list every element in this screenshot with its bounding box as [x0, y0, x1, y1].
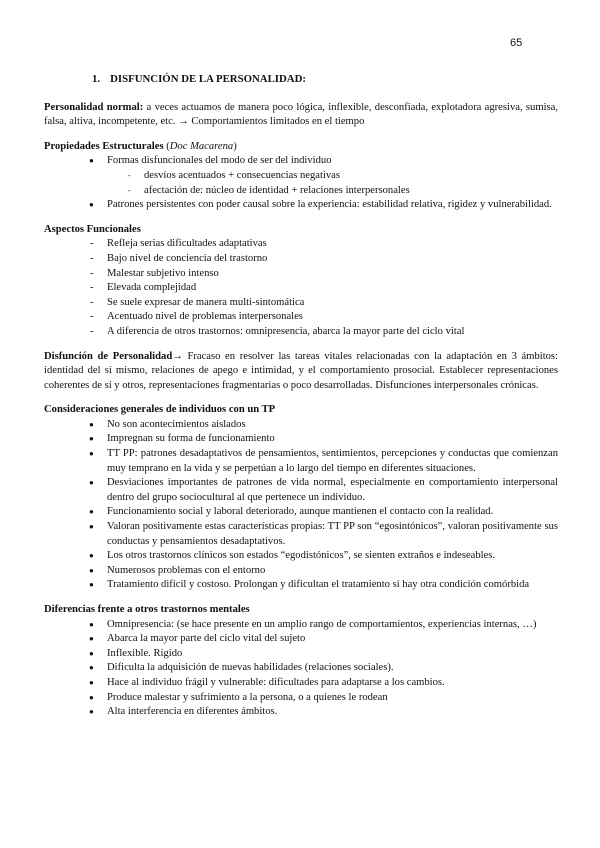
- list-item: - A diferencia de otros trastornos: omnipresencia, abarca la mayor parte del ciclo vital: [44, 325, 558, 340]
- section-heading: [92, 72, 558, 87]
- list-item: ● Alta interferencia en diferentes ámbitos.: [44, 705, 558, 720]
- list-item: ● No son acontecimientos aislados: [44, 418, 558, 433]
- structural-source: Doc Macarena: [169, 140, 234, 152]
- list-item: ● Desviaciones importantes de patrones de vida normal, especialmente en comportamiento interpersonal dentro del grupo sociocultural al que pertenece un individuo.: [44, 476, 558, 505]
- heading-title: DISFUNCIÓN DE LA PERSONALIDAD:: [110, 73, 306, 85]
- dysfunction-text: → Fracaso en resolver las tareas vitales relacionadas con la adaptación en 3 ámbitos: identidad del sí mismo, relaciones de apego e intimidad, y el comportamiento prosocial. Establecer representaciones coherentes de sí y otros, representaciones fragmentarias o poco desarrolladas. Disfunciones interpersonales crónicas.: [44, 350, 558, 391]
- intro-text: a veces actuamos de manera poco lógica, inflexible, desconfiada, explotadora agresiva, sumisa, falsa, altiva, incompetente, etc. → Comportamientos limitados en el tiempo: [44, 101, 558, 128]
- functional-section: [44, 223, 558, 340]
- list-item: - Bajo nivel de conciencia del trastorno: [44, 252, 558, 267]
- functional-list: [44, 237, 558, 339]
- functional-title: Aspectos Funcionales: [44, 223, 141, 235]
- structural-section: [44, 140, 558, 213]
- list-item: ● Dificulta la adquisición de nuevas habilidades (relaciones sociales).: [44, 661, 558, 676]
- list-item: ● Produce malestar y sufrimiento a la persona, o a quienes le rodean: [44, 691, 558, 706]
- considerations-section: [44, 403, 558, 593]
- structural-list: [44, 154, 558, 212]
- list-item: ● Abarca la mayor parte del ciclo vital del sujeto: [44, 632, 558, 647]
- list-item: - Acentuado nivel de problemas interpersonales: [44, 310, 558, 325]
- differences-title: Diferencias frente a otros trastornos mentales: [44, 604, 250, 615]
- list-item: - Refleja serias dificultades adaptativas: [44, 237, 558, 252]
- list-item: - Malestar subjetivo intenso: [44, 267, 558, 282]
- sub-list-item: - afectación de: núcleo de identidad + relaciones interpersonales: [44, 184, 558, 199]
- dysfunction-term: Disfunción de Personalidad: [44, 350, 173, 362]
- list-item: ● Tratamiento difícil y costoso. Prolongan y dificultan el tratamiento si hay otra condición comórbida: [44, 578, 558, 593]
- list-item: [44, 154, 558, 198]
- list-item: - Elevada complejidad: [44, 281, 558, 296]
- list-item: - Se suele expresar de manera multi-sintomática: [44, 296, 558, 311]
- dysfunction-paragraph: [44, 350, 558, 394]
- structural-title: Propiedades Estructurales: [44, 140, 164, 152]
- heading-number: 1.: [92, 73, 101, 85]
- considerations-title: Consideraciones generales de individuos con un TP: [44, 404, 276, 416]
- differences-list: [44, 618, 558, 720]
- list-item: ● Los otros trastornos clínicos son estados “egodistónicos”, se sienten extraños e indeseables.: [44, 549, 558, 564]
- structural-heading: Propiedades Estructurales (Doc Macarena): [44, 140, 237, 152]
- list-item: ● TT PP: patrones desadaptativos de pensamientos, sentimientos, percepciones y conductas que comienzan muy temprano en la vida y se perpetúan a lo largo del tiempo en diferentes situaciones.: [44, 447, 558, 476]
- intro-term: Personalidad normal:: [44, 101, 144, 113]
- sub-list-item: - desvíos acentuados + consecuencias negativas: [44, 169, 558, 184]
- sub-list: [44, 169, 558, 198]
- list-item: ● Patrones persistentes con poder causal sobre la experiencia: estabilidad relativa, rigidez y vulnerabilidad.: [44, 198, 558, 213]
- list-item: ● Funcionamiento social y laboral deteriorado, aunque mantienen el contacto con la realidad.: [44, 505, 558, 520]
- list-item: ● Impregnan su forma de funcionamiento: [44, 432, 558, 447]
- list-item: ● Valoran positivamente estas características propias: TT PP son “egosintónicos”, valoran positivamente sus conductas y pensamientos desadaptativos.: [44, 520, 558, 549]
- list-item: ● Numerosos problemas con el entorno: [44, 564, 558, 579]
- page-number: 65: [510, 37, 523, 49]
- document-body: [44, 72, 558, 730]
- intro-paragraph: [44, 101, 558, 130]
- considerations-list: [44, 418, 558, 593]
- list-item: ● Inflexible. Rígido: [44, 647, 558, 662]
- list-item: ● Omnipresencia: (se hace presente en un amplio rango de comportamientos, experiencias internas, …): [44, 618, 558, 633]
- list-item: ● Hace al individuo frágil y vulnerable: dificultades para adaptarse a los cambios.: [44, 676, 558, 691]
- list-item-text: Formas disfuncionales del modo de ser del individuo: [107, 155, 332, 167]
- differences-section: [44, 603, 558, 720]
